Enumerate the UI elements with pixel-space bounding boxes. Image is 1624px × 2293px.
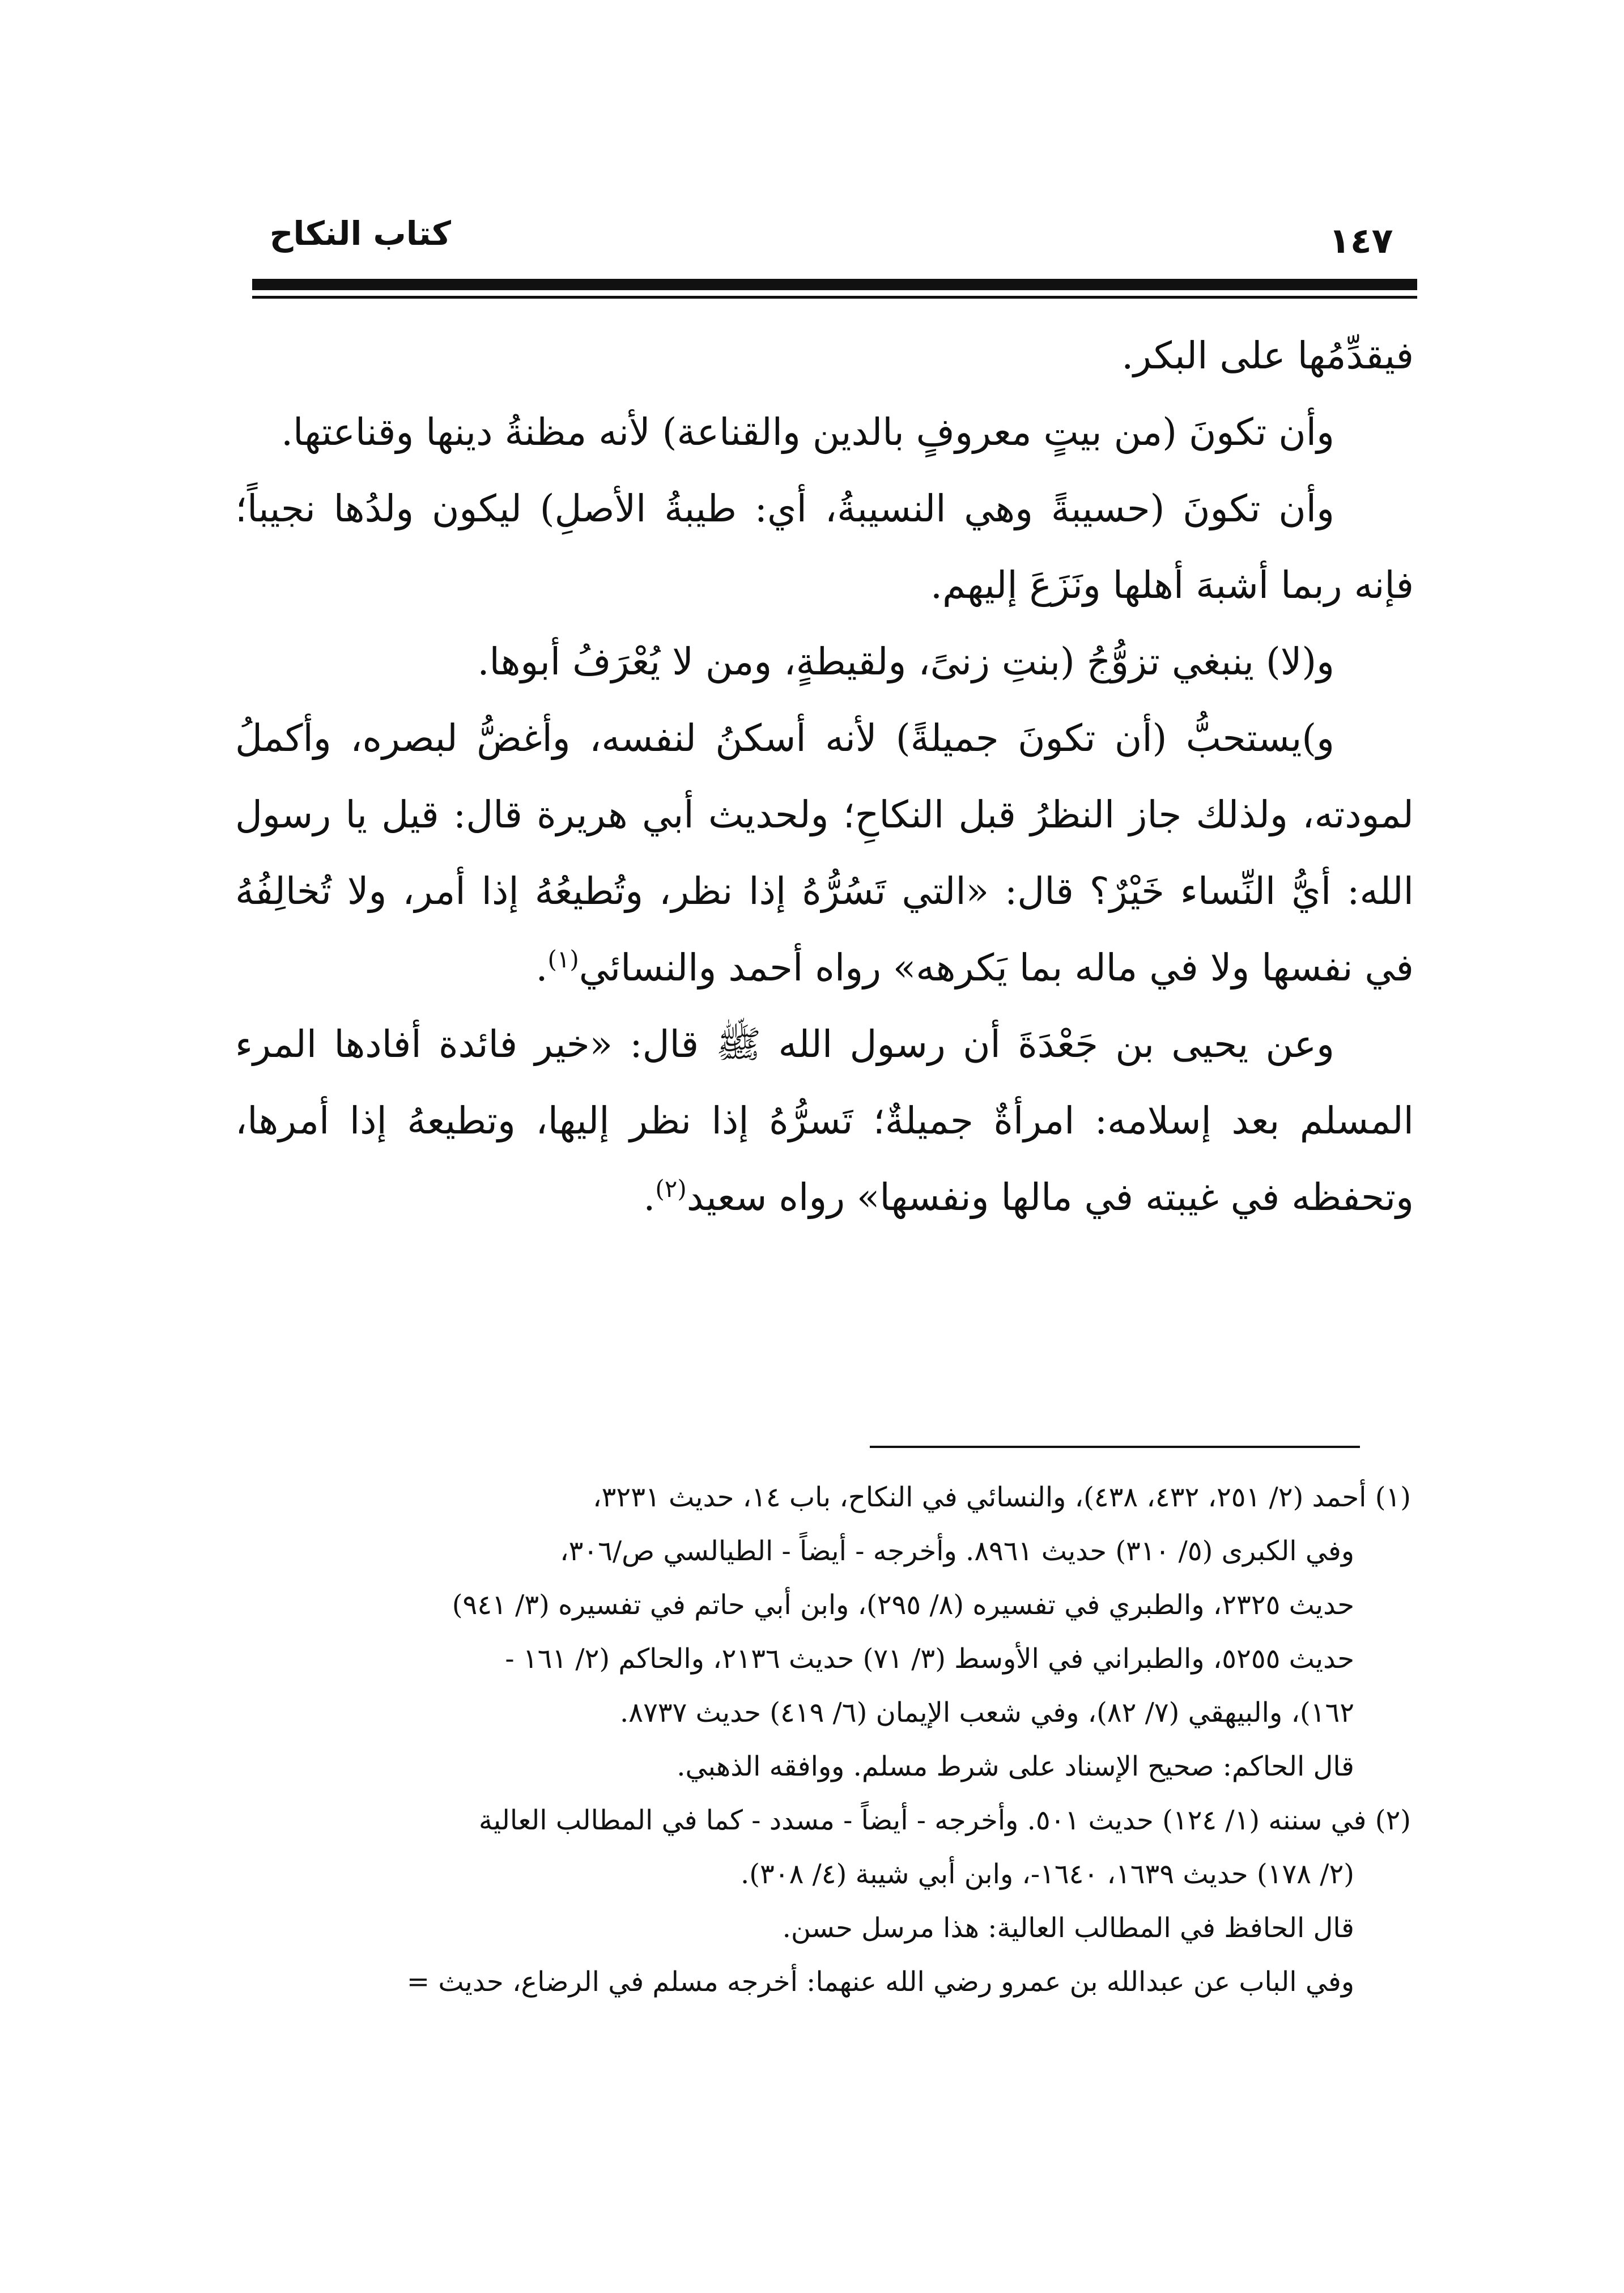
footnote-line: (٢/ ١٧٨) حديث ١٦٣٩، ١٦٤٠-، وابن أبي شيبة (٤/ ٣٠٨). bbox=[741, 1858, 1354, 1890]
footnote-line: (١) أحمد (٢/ ٢٥١، ٤٣٢، ٤٣٨)، والنسائي في النكاح، باب ١٤، حديث ٣٢٣١، bbox=[593, 1481, 1411, 1513]
header-rule-thin bbox=[252, 296, 1417, 299]
footnote-line: (٢) في سننه (١/ ١٢٤) حديث ٥٠١. وأخرجه - أيضاً - مسدد - كما في المطالب العالية bbox=[479, 1804, 1411, 1836]
paragraph: و)يستحبُّ (أن تكونَ جميلةً) لأنه أسكنُ لنفسه، وأغضُّ لبصره، وأكملُ لمودته، ولذلك جاز النظرُ قبل النكاحِ؛ ولحديث أبي هريرة قال: قيل يا رسول الله: أيُّ النِّساء خَيْرٌ؟ قال: «التي تَسُرُّهُ إذا نظر، وتُطيعُهُ إذا أمر، ولا تُخالِفُهُ في نفسها ولا في ماله بما يَكرهه» رواه أحمد والنسائي$^{(١)}$. bbox=[235, 716, 1414, 990]
footnote-line: حديث ٥٢٥٥، والطبراني في الأوسط (٣/ ٧١) حديث ٢١٣٦، والحاكم (٢/ ١٦١ - bbox=[505, 1643, 1354, 1675]
footnote-line: ١٦٢)، والبيهقي (٧/ ٨٢)، وفي شعب الإيمان (٦/ ٤١٩) حديث ٨٧٣٧. bbox=[620, 1697, 1354, 1729]
footnote-line: وفي الكبرى (٥/ ٣١٠) حديث ٨٩٦١. وأخرجه - أيضاً - الطيالسي ص/٣٠٦، bbox=[560, 1535, 1354, 1567]
paragraph: وأن تكونَ (من بيتٍ معروفٍ بالدين والقناعة) لأنه مظنةُ دينها وقناعتها. bbox=[281, 410, 1334, 454]
paragraph: و(لا) ينبغي تزوُّجُ (بنتِ زنىً، ولقيطةٍ، ومن لا يُعْرَفُ أبوها. bbox=[477, 640, 1334, 683]
page-number: ١٤٧ bbox=[1329, 220, 1393, 261]
chapter-title: كتاب النكاح bbox=[269, 214, 451, 253]
footnote-line: قال الحاكم: صحيح الإسناد على شرط مسلم. ووافقه الذهبي. bbox=[677, 1751, 1354, 1782]
footnote-ref[interactable]: (٢) bbox=[655, 1175, 687, 1203]
footnote-line: وفي الباب عن عبدالله بن عمرو رضي الله عنهما: أخرجه مسلم في الرضاع، حديث = bbox=[406, 1966, 1354, 1998]
paragraph-text: وعن يحيى بن جَعْدَةَ أن رسول الله ﷺ قال: «خير فائدة أفادها المرء المسلم بعد إسلامه: امرأةٌ جميلةٌ؛ تَسرُّهُ إذا نظر إليها، وتطيعهُ إذا أمرها، وتحفظه في غيبته في مالها ونفسها» رواه سعيد bbox=[235, 1022, 1414, 1219]
footnote-line: قال الحافظ في المطالب العالية: هذا مرسل حسن. bbox=[782, 1912, 1354, 1944]
footnote-separator bbox=[870, 1446, 1360, 1448]
footnote-line: حديث ٢٣٢٥، والطبري في تفسيره (٨/ ٢٩٥)، وابن أبي حاتم في تفسيره (٣/ ٩٤١) bbox=[452, 1589, 1354, 1621]
main-text bbox=[235, 317, 1414, 1235]
paragraph: وأن تكونَ (حسيبةً وهي النسيبةُ، أي: طيبةُ الأصلِ) ليكون ولدُها نجيباً؛ فإنه ربما أشبهَ أهلها ونَزَعَ إليهم. bbox=[235, 487, 1414, 607]
paragraph: وعن يحيى بن جَعْدَةَ أن رسول الله ﷺ قال: «خير فائدة أفادها المرء المسلم بعد إسلامه: امرأةٌ جميلةٌ؛ تَسرُّهُ إذا نظر إليها، وتطيعهُ إذا أمرها، وتحفظه في غيبته في مالها ونفسها» رواه سعيد$^{(٢)}$. bbox=[235, 1022, 1414, 1219]
footnote-ref[interactable]: (١) bbox=[547, 945, 579, 973]
footnotes bbox=[238, 1471, 1411, 2009]
paragraph: فيقدِّمُها على البكر. bbox=[1121, 334, 1414, 377]
paragraph-text: و)يستحبُّ (أن تكونَ جميلةً) لأنه أسكنُ لنفسه، وأغضُّ لبصره، وأكملُ لمودته، ولذلك جاز النظرُ قبل النكاحِ؛ ولحديث أبي هريرة قال: قيل يا رسول الله: أيُّ النِّساء خَيْرٌ؟ قال: «التي تَسُرُّهُ إذا نظر، وتُطيعُهُ إذا أمر، ولا تُخالِفُهُ في نفسها ولا في ماله بما يَكرهه» رواه أحمد والنسائي bbox=[235, 716, 1414, 990]
header-rule-thick bbox=[252, 279, 1417, 290]
